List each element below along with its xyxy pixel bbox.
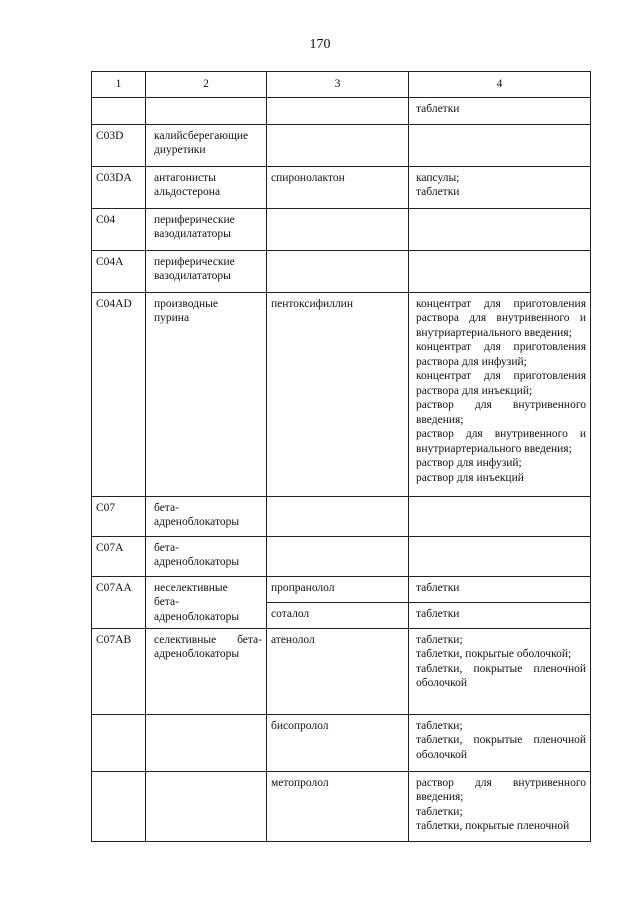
table-row [92, 124, 591, 166]
drug-name [267, 124, 409, 166]
atc-code [92, 714, 146, 771]
drug-name [267, 536, 409, 576]
drug-name: спиронолактон [267, 166, 409, 208]
atc-group: бета- адреноблокаторы [146, 496, 267, 536]
drug-name: пентоксифиллин [267, 292, 409, 496]
table-row [92, 576, 591, 602]
drug-name [267, 97, 409, 124]
atc-code [92, 771, 146, 841]
header-row [92, 72, 591, 98]
dosage-form: таблетки; таблетки, покрытые пленочной оболочкой [409, 714, 591, 771]
table-row [92, 536, 591, 576]
table-row [92, 250, 591, 292]
atc-code: C03DA [92, 166, 146, 208]
column-header-4: 4 [409, 72, 591, 98]
table-row [92, 166, 591, 208]
drug-name [267, 208, 409, 250]
column-header-2: 2 [146, 72, 267, 98]
drug-name: пропранолол [267, 576, 409, 602]
atc-group [146, 714, 267, 771]
atc-code: C07 [92, 496, 146, 536]
table-row [92, 97, 591, 124]
atc-code [92, 97, 146, 124]
drug-name: метопролол [267, 771, 409, 841]
atc-code: C04AD [92, 292, 146, 496]
dosage-form [409, 496, 591, 536]
atc-group [146, 97, 267, 124]
atc-group: периферические вазодилататоры [146, 208, 267, 250]
atc-group: калийсберегающие диуретики [146, 124, 267, 166]
table-row [92, 628, 591, 714]
atc-code: C04A [92, 250, 146, 292]
atc-code: C03D [92, 124, 146, 166]
dosage-form [409, 208, 591, 250]
atc-group: производные пурина [146, 292, 267, 496]
column-header-1: 1 [92, 72, 146, 98]
dosage-form [409, 124, 591, 166]
dosage-form [409, 250, 591, 292]
drug-name [267, 250, 409, 292]
atc-group: антагонисты альдостерона [146, 166, 267, 208]
dosage-form: капсулы; таблетки [409, 166, 591, 208]
atc-group: бета- адреноблокаторы [146, 536, 267, 576]
atc-group: неселективные бета- адреноблокаторы [146, 576, 267, 628]
table-row [92, 714, 591, 771]
drug-name: соталол [267, 602, 409, 628]
atc-group: периферические вазодилататоры [146, 250, 267, 292]
atc-code: C07AA [92, 576, 146, 628]
drug-name: атенолол [267, 628, 409, 714]
dosage-form: таблетки; таблетки, покрытые оболочкой; таблетки, покрытые пленочной оболочкой [409, 628, 591, 714]
dosage-form [409, 536, 591, 576]
atc-group: селективные бета-адреноблокаторы [146, 628, 267, 714]
dosage-form: таблетки [409, 576, 591, 602]
column-header-3: 3 [267, 72, 409, 98]
dosage-form: концентрат для приготовления раствора для внутривенного и внутриартериального введения; концентрат для приготовления раствора для инфузий; концентрат для приготовления раствора для инъекций; раствор для внутривенного введения; раствор для внутривенного и внутриартериального введения; раствор для инфузий; раствор для инъекций [409, 292, 591, 496]
dosage-form: таблетки [409, 602, 591, 628]
page-number: 170 [309, 37, 331, 52]
drug-name: бисопролол [267, 714, 409, 771]
drug-name [267, 496, 409, 536]
dosage-form: таблетки [409, 97, 591, 124]
table-row [92, 771, 591, 841]
atc-code: C04 [92, 208, 146, 250]
dosage-form: раствор для внутривенного введения; таблетки; таблетки, покрытые пленочной [409, 771, 591, 841]
atc-group [146, 771, 267, 841]
drug-table [91, 71, 591, 842]
table-row [92, 496, 591, 536]
table-row [92, 208, 591, 250]
atc-code: C07A [92, 536, 146, 576]
table-row [92, 292, 591, 496]
atc-code: C07AB [92, 628, 146, 714]
